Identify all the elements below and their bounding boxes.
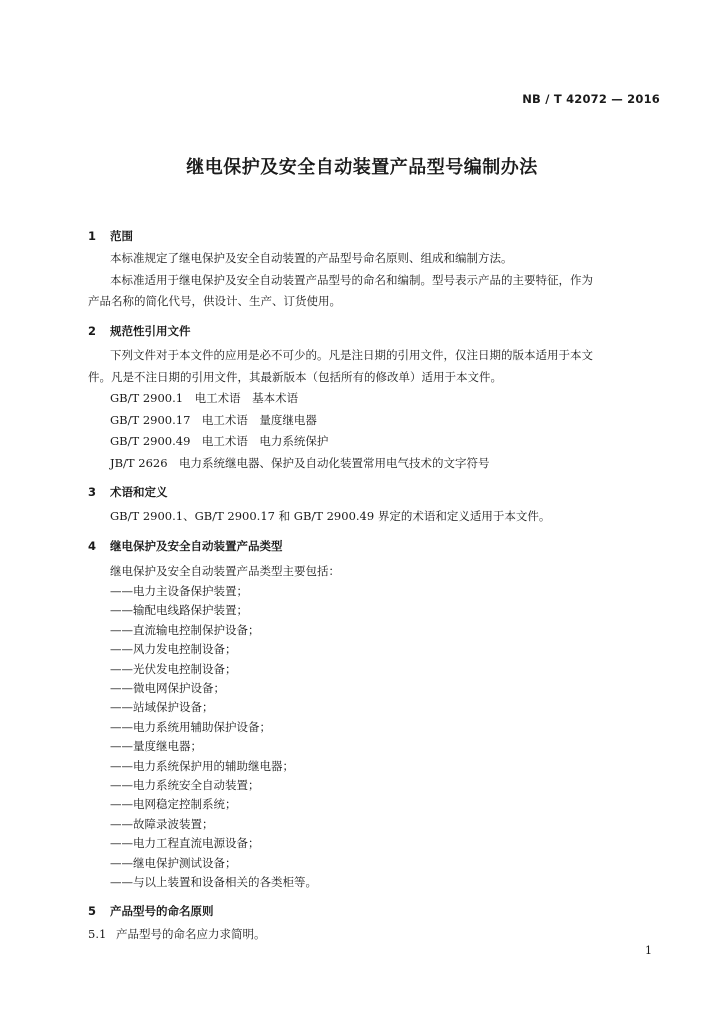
paragraph: 下列文件对于本文件的应用是必不可少的。凡是注日期的引用文件，仅注日期的版本适用于本文 [110, 348, 593, 362]
paragraph: 产品名称的简化代号，供设计、生产、订货使用。 [88, 294, 341, 308]
section-title: 规范性引用文件 [110, 324, 191, 338]
list-item: ——电力主设备保护装置； [110, 584, 248, 598]
section-number: 2 [88, 324, 97, 338]
list-item: ——微电网保护设备； [110, 681, 225, 695]
list-item: ——与以上装置和设备相关的各类柜等。 [110, 875, 317, 889]
paragraph: 件。凡是不注日期的引用文件，其最新版本（包括所有的修改单）适用于本文件。 [88, 370, 502, 384]
list-item: ——量度继电器； [110, 739, 202, 753]
list-item: ——站域保护设备； [110, 700, 214, 714]
reference-item: GB/T 2900.1 电工术语 基本术语 [110, 391, 299, 405]
page-number: 1 [645, 944, 652, 957]
section-2-heading [88, 323, 191, 339]
list-item: ——故障录波装置； [110, 817, 214, 831]
list-item: ——电力系统保护用的辅助继电器； [110, 759, 294, 773]
subclause-5-1 [88, 926, 266, 942]
section-title: 术语和定义 [110, 485, 168, 499]
section-title: 范围 [110, 229, 133, 243]
section-number: 3 [88, 485, 97, 499]
paragraph: 本标准适用于继电保护及安全自动装置产品型号的命名和编制。型号表示产品的主要特征，作为 [110, 273, 593, 287]
reference-item: JB/T 2626 电力系统继电器、保护及自动化装置常用电气技术的文字符号 [110, 456, 490, 470]
section-number: 1 [88, 229, 97, 243]
section-1-heading [88, 228, 133, 244]
subclause-number: 5.1 [88, 927, 107, 941]
list-item: ——光伏发电控制设备； [110, 662, 237, 676]
section-title: 继电保护及安全自动装置产品类型 [110, 539, 283, 553]
reference-item: GB/T 2900.49 电工术语 电力系统保护 [110, 434, 329, 448]
list-item: ——电力系统安全自动装置； [110, 778, 260, 792]
list-item: ——继电保护测试设备； [110, 856, 237, 870]
section-3-heading [88, 484, 168, 500]
subclause-text: 产品型号的命名应力求简明。 [116, 927, 266, 941]
reference-item: GB/T 2900.17 电工术语 量度继电器 [110, 413, 317, 427]
paragraph: 继电保护及安全自动装置产品类型主要包括： [110, 564, 340, 578]
paragraph: GB/T 2900.1、GB/T 2900.17 和 GB/T 2900.49 界定的术语和定义适用于本文件。 [110, 509, 551, 523]
document-title: 继电保护及安全自动装置产品型号编制办法 [186, 157, 538, 178]
section-4-heading [88, 538, 283, 554]
section-5-heading [88, 903, 214, 919]
paragraph: 本标准规定了继电保护及安全自动装置的产品型号命名原则、组成和编制方法。 [110, 251, 513, 265]
list-item: ——直流输电控制保护设备； [110, 623, 260, 637]
section-title: 产品型号的命名原则 [110, 904, 214, 918]
list-item: ——电力系统用辅助保护设备； [110, 720, 271, 734]
list-item: ——电力工程直流电源设备； [110, 836, 260, 850]
section-number: 4 [88, 539, 97, 553]
section-number: 5 [88, 904, 97, 918]
list-item: ——电网稳定控制系统； [110, 797, 237, 811]
list-item: ——输配电线路保护装置； [110, 603, 248, 617]
list-item: ——风力发电控制设备； [110, 642, 237, 656]
standard-code-header: NB / T 42072 — 2016 [522, 92, 660, 106]
